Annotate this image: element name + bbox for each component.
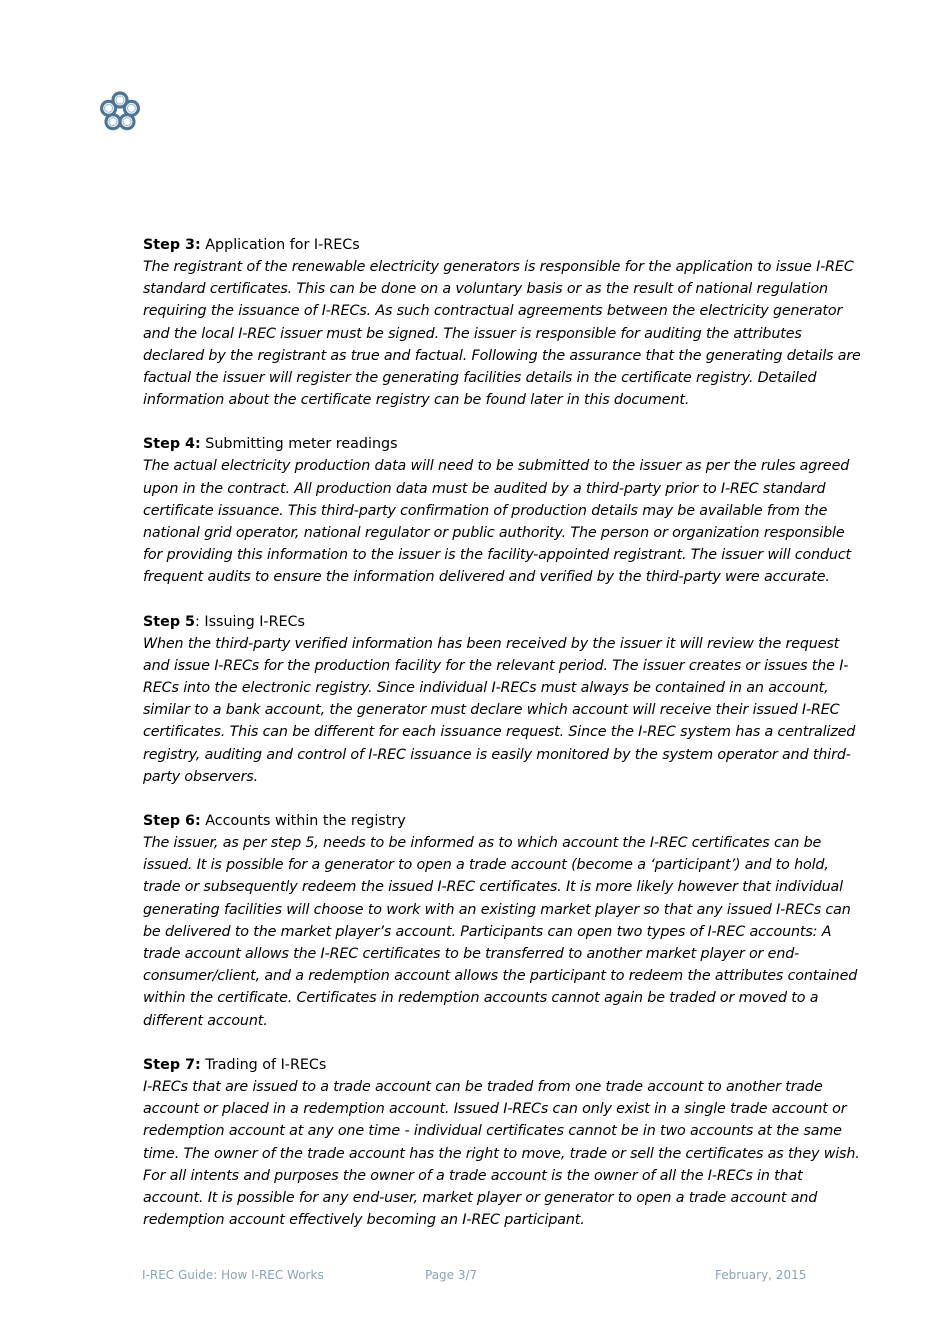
step-label: Step 4: — [143, 436, 201, 453]
footer-date: February, 2015 — [715, 1268, 807, 1282]
step-7-section — [143, 1054, 865, 1231]
step-3-section — [143, 234, 865, 411]
step-body: The registrant of the renewable electricity generators is responsible for the application to issue I-REC standard certificates. This can be done on a voluntary basis or as the result of national regulation requiring the issuance of I-RECs. As such contractual agreements between the electricity generator and the local I-REC issuer must be signed. The issuer is responsible for auditing the attributes declared by the registrant as true and factual. Following the assurance that the generating details are factual the issuer will register the generating facilities details in the certificate registry. Detailed information about the certificate registry can be found later in this document. — [143, 259, 861, 409]
irec-knot-logo-icon — [99, 91, 141, 133]
step-body: When the third-party verified information has been received by the issuer it will review the request and issue I-RECs for the production facility for the relevant period. The issuer creates or issues the I-RECs into the electronic registry. Since individual I-RECs must always be contained in an account, similar to a bank account, the generator must declare which account will receive their issued I-REC certificates. This can be different for each issuance request. Since the I-REC system has a centralized registry, auditing and control of I-REC issuance is easily monitored by the system operator and third-party observers. — [143, 635, 856, 785]
step-title: Trading of I-RECs — [200, 1056, 327, 1073]
footer-document-title: I-REC Guide: How I-REC Works — [142, 1268, 324, 1282]
step-5-section — [143, 611, 865, 788]
step-label: Step 7: — [143, 1056, 201, 1073]
step-body: The issuer, as per step 5, needs to be informed as to which account the I-REC certificates can be issued. It is possible for a generator to open a trade account (become a ‘participant’) and to hold, trade or subsequently redeem the issued I-REC certificates. It is more likely however that individual generating facilities will choose to work with an existing market player so that any issued I-RECs can be delivered to the market player’s account. Participants can open two types of I-REC accounts: A trade account allows the I-REC certificates to be transferred to another market player or end-consumer/client, and a redemption account allows the participant to redeem the attributes contained within the certificate. Certificates in redemption accounts cannot again be traded or moved to a different account. — [143, 835, 858, 1029]
step-heading — [143, 810, 865, 832]
step-heading — [143, 1054, 865, 1076]
step-title: : Issuing I-RECs — [195, 613, 305, 630]
page-footer — [0, 1268, 950, 1286]
step-label: Step 6: — [143, 813, 201, 830]
step-title: Submitting meter readings — [200, 436, 398, 453]
step-heading — [143, 611, 865, 633]
footer-page-number: Page 3/7 — [425, 1268, 478, 1282]
step-heading — [143, 234, 865, 256]
step-4-section — [143, 433, 865, 588]
step-title: Application for I-RECs — [200, 237, 360, 253]
step-6-section — [143, 810, 865, 1032]
page-content — [143, 234, 865, 1253]
step-heading — [143, 433, 865, 455]
step-title: Accounts within the registry — [200, 813, 406, 830]
step-label: Step 3: — [143, 237, 201, 253]
step-label: Step 5 — [143, 613, 195, 630]
step-body: I-RECs that are issued to a trade account can be traded from one trade account to another trade account or placed in a redemption account. Issued I-RECs can only exist in a single trade account or redemption account at any one time - individual certificates cannot be in two accounts at the same time. The owner of the trade account has the right to move, trade or sell the certificates as they wish. For all intents and purposes the owner of a trade account is the owner of all the I-RECs in that account. It is possible for any end-user, market player or generator to open a trade account and redemption account effectively becoming an I-REC participant. — [143, 1078, 860, 1229]
step-body: The actual electricity production data will need to be submitted to the issuer as per the rules agreed upon in the contract. All production data must be audited by a third-party prior to I-REC standard certificate issuance. This third-party confirmation of production details may be available from the national grid operator, national regulator or public authority. The person or organization responsible for providing this information to the issuer is the facility-appointed registrant. The issuer will conduct frequent audits to ensure the information delivered and verified by the third-party were accurate. — [143, 458, 852, 586]
